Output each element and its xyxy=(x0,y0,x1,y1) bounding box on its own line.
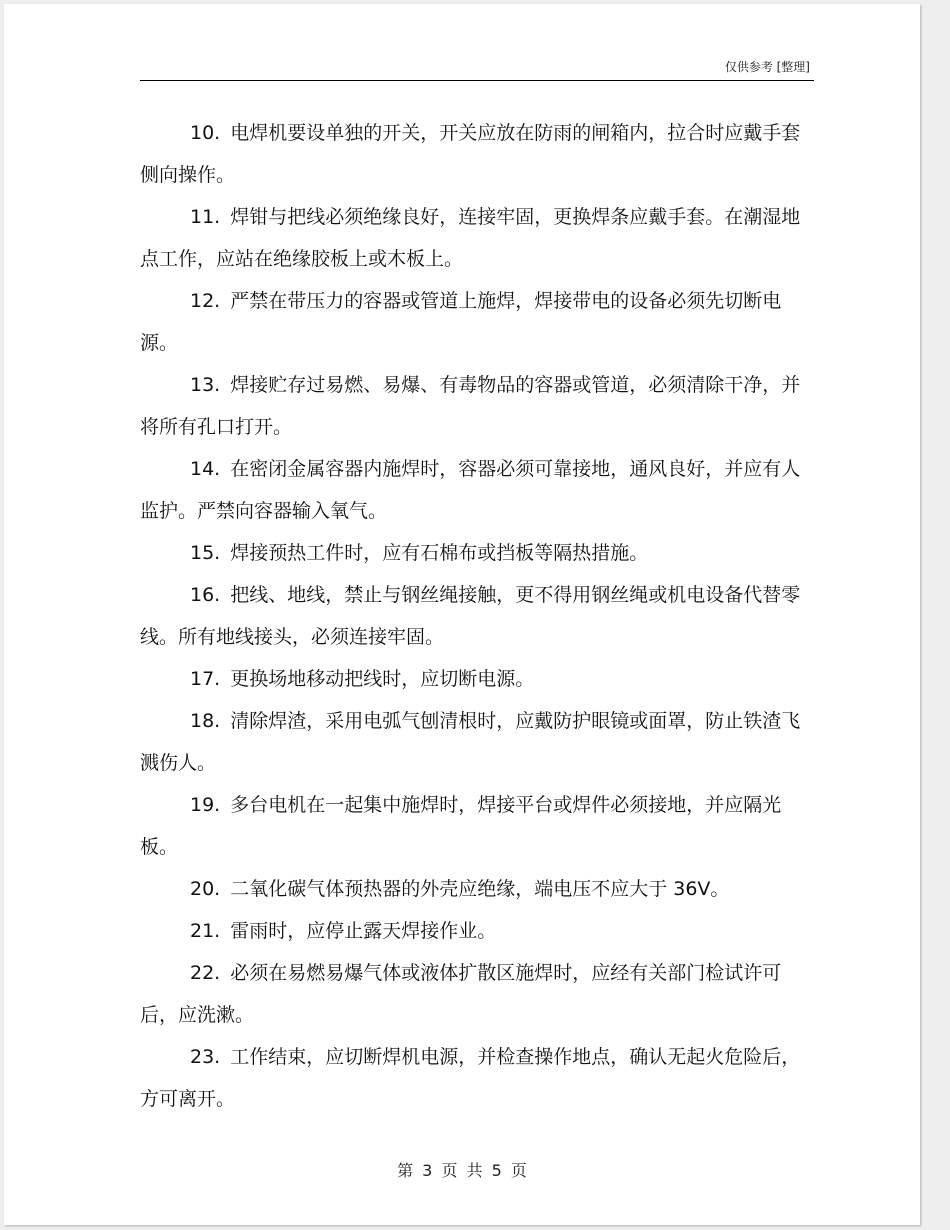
item-number: 17. xyxy=(190,668,221,690)
list-item xyxy=(140,280,804,364)
header-divider xyxy=(140,80,814,81)
item-number: 13. xyxy=(190,374,221,396)
list-item xyxy=(140,532,804,574)
item-number: 11. xyxy=(190,206,221,228)
list-item xyxy=(140,364,804,448)
item-text: 工作结束，应切断焊机电源，并检查操作地点，确认无起火危险后，方可离开。 xyxy=(140,1046,801,1110)
item-text: 更换场地移动把线时，应切断电源。 xyxy=(230,668,535,690)
item-text: 雷雨时，应停止露天焊接作业。 xyxy=(230,920,497,942)
item-text: 二氧化碳气体预热器的外壳应绝缘，端电压不应大于 36V。 xyxy=(230,878,730,900)
item-text: 把线、地线，禁止与钢丝绳接触，更不得用钢丝绳或机电设备代替零线。所有地线接头，必须连接牢固。 xyxy=(140,584,801,648)
item-number: 14. xyxy=(190,458,221,480)
list-item xyxy=(140,448,804,532)
item-text: 严禁在带压力的容器或管道上施焊，焊接带电的设备必须先切断电源。 xyxy=(140,290,782,354)
list-item xyxy=(140,196,804,280)
item-number: 10. xyxy=(190,122,221,144)
list-item xyxy=(140,952,804,1036)
item-text: 必须在易燃易爆气体或液体扩散区施焊时，应经有关部门检试许可后，应洗漱。 xyxy=(140,962,782,1026)
item-number: 19. xyxy=(190,794,221,816)
item-text: 电焊机要设单独的开关，开关应放在防雨的闸箱内，拉合时应戴手套侧向操作。 xyxy=(140,122,801,186)
item-text: 焊钳与把线必须绝缘良好，连接牢固，更换焊条应戴手套。在潮湿地点工作，应站在绝缘胶板上或木板上。 xyxy=(140,206,801,270)
list-item xyxy=(140,112,804,196)
item-text: 多台电机在一起集中施焊时，焊接平台或焊件必须接地，并应隔光板。 xyxy=(140,794,782,858)
list-item xyxy=(140,1036,804,1120)
item-text: 在密闭金属容器内施焊时，容器必须可靠接地，通风良好，并应有人监护。严禁向容器输入氧气。 xyxy=(140,458,801,522)
item-text: 清除焊渣，采用电弧气刨清根时，应戴防护眼镜或面罩，防止铁渣飞溅伤人。 xyxy=(140,710,801,774)
item-number: 12. xyxy=(190,290,221,312)
item-number: 21. xyxy=(190,920,221,942)
list-item xyxy=(140,910,804,952)
document-body xyxy=(140,112,804,1120)
item-number: 20. xyxy=(190,878,221,900)
list-item xyxy=(140,658,804,700)
item-number: 22. xyxy=(190,962,221,984)
list-item xyxy=(140,784,804,868)
item-number: 15. xyxy=(190,542,221,564)
page-header: 仅供参考 [整理] xyxy=(724,60,810,74)
document-page xyxy=(4,4,920,1225)
item-number: 18. xyxy=(190,710,221,732)
list-item xyxy=(140,700,804,784)
item-text: 焊接预热工件时，应有石棉布或挡板等隔热措施。 xyxy=(230,542,649,564)
list-item xyxy=(140,574,804,658)
item-number: 16. xyxy=(190,584,221,606)
item-number: 23. xyxy=(190,1046,221,1068)
page-footer: 第 3 页 共 5 页 xyxy=(397,1161,527,1180)
list-item xyxy=(140,868,804,910)
item-text: 焊接贮存过易燃、易爆、有毒物品的容器或管道，必须清除干净，并将所有孔口打开。 xyxy=(140,374,801,438)
